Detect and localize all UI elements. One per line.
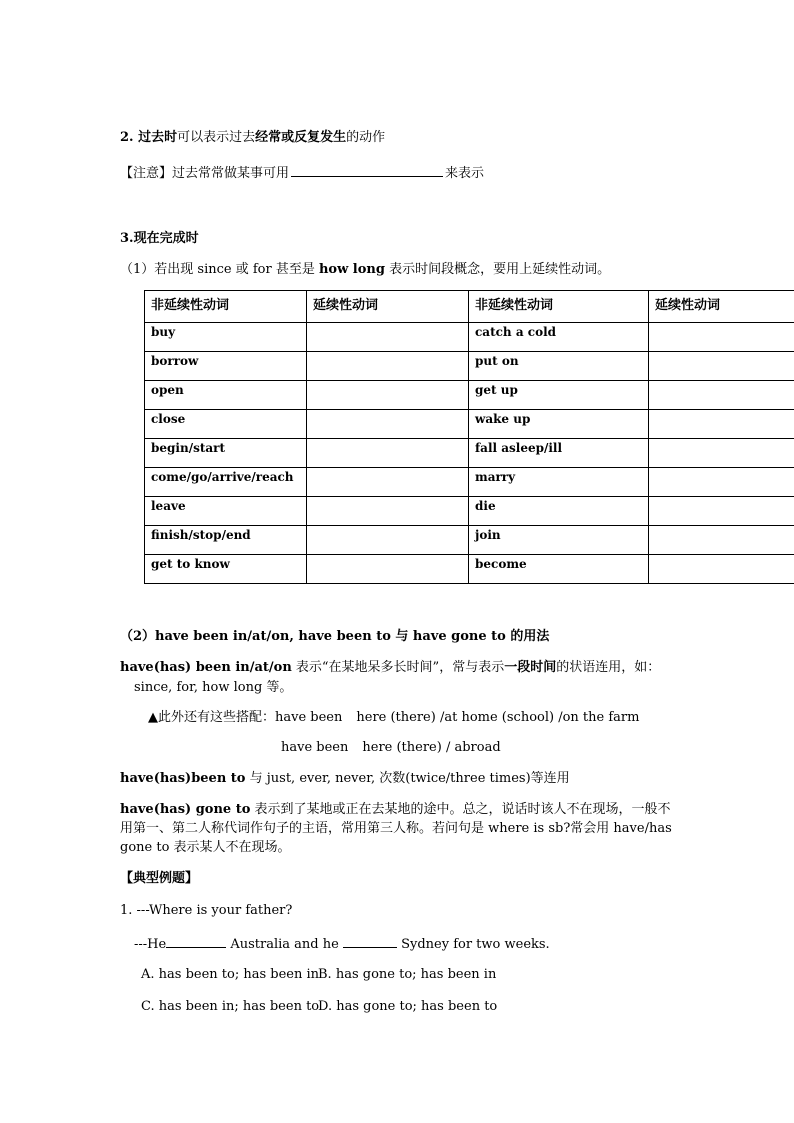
table-verb-cell: come/go/arrive/reach	[145, 468, 307, 497]
also-line2	[281, 740, 501, 756]
table-row	[145, 468, 794, 497]
section2-number: 2.	[120, 130, 139, 145]
table-row	[145, 555, 794, 584]
also-prefix: ▲此外还有这些搭配：	[148, 710, 275, 725]
table-header-cell: 延续性动词	[649, 291, 794, 323]
table-verb-cell: die	[469, 497, 649, 526]
table-row	[145, 526, 794, 555]
table-header-cell: 非延续性动词	[469, 291, 649, 323]
table-answer-cell[interactable]	[649, 497, 794, 526]
also-phrase-2a: have been	[281, 740, 349, 755]
table-verb-cell: get to know	[145, 555, 307, 584]
hgt-term: have(has) gone to	[120, 802, 251, 817]
table-answer-cell[interactable]	[307, 352, 469, 381]
table-verb-cell: put on	[469, 352, 649, 381]
question-1: 1. ---Where is your father?	[120, 903, 293, 918]
hbi-tail: 的状语连用，如：	[556, 660, 661, 675]
hbt-line	[120, 771, 570, 787]
table-verb-cell: marry	[469, 468, 649, 497]
section3-title: 3.现在完成时	[120, 231, 199, 246]
table-verb-cell: leave	[145, 497, 307, 526]
hbi-term: have(has) been in/at/on	[120, 660, 292, 675]
table-verb-cell: become	[469, 555, 649, 584]
sub2-title: （2）have been in/at/on, have been to 与 have gone to 的用法	[120, 629, 550, 644]
also-phrase-1b: here (there) /at home (school) /on the farm	[356, 710, 640, 725]
hgt-line1	[120, 802, 671, 818]
section2-text: 可以表示过去	[177, 130, 256, 145]
table-verb-cell: finish/stop/end	[145, 526, 307, 555]
section2-term: 过去时	[138, 130, 178, 145]
table-verb-cell: open	[145, 381, 307, 410]
table-answer-cell[interactable]	[307, 439, 469, 468]
sub1-line	[120, 262, 610, 278]
table-answer-cell[interactable]	[307, 410, 469, 439]
table-verb-cell: catch a cold	[469, 323, 649, 352]
hbi-mid: 表示“在某地呆多长时间”，常与表示	[291, 660, 505, 675]
table-verb-cell: borrow	[145, 352, 307, 381]
table-answer-cell[interactable]	[307, 555, 469, 584]
table-answer-cell[interactable]	[649, 468, 794, 497]
option-b[interactable]: B. has gone to; has been in	[318, 967, 497, 982]
hgt-line3: gone to 表示某人不在现场。	[120, 840, 291, 855]
hbt-term: have(has)been to	[120, 771, 246, 786]
hbt-text: 与 just, ever, never, 次数(twice/three times)等连用	[245, 771, 570, 786]
table-verb-cell: wake up	[469, 410, 649, 439]
hbi-emphasis: 一段时间	[504, 660, 557, 675]
answer-mid: Australia and he	[226, 937, 343, 952]
sub1-prefix: （1）若出现 since 或 for 甚至是	[120, 262, 319, 277]
table-row	[145, 381, 794, 410]
table-answer-cell[interactable]	[307, 381, 469, 410]
note-line	[120, 164, 484, 182]
section2-tail: 的动作	[346, 130, 386, 145]
table-row	[145, 323, 794, 352]
section2-line	[120, 130, 385, 146]
answer-blank-2[interactable]	[343, 935, 397, 948]
answer-suffix: Sydney for two weeks.	[396, 937, 550, 952]
option-d[interactable]: D. has gone to; has been to	[318, 999, 498, 1014]
table-answer-cell[interactable]	[307, 468, 469, 497]
hgt-text1: 表示到了某地或正在去某地的途中。总之，说话时该人不在现场，一般不	[250, 802, 671, 817]
note-suffix: 来表示	[445, 166, 485, 181]
table-verb-cell: begin/start	[145, 439, 307, 468]
table-verb-cell: close	[145, 410, 307, 439]
sub1-bold: how long	[318, 262, 385, 277]
answer-prefix: ---He	[134, 937, 167, 952]
example-title: 【典型例题】	[120, 871, 199, 886]
also-phrase-2b: here (there) / abroad	[362, 740, 501, 755]
table-answer-cell[interactable]	[649, 555, 794, 584]
table-header-row	[145, 291, 794, 323]
table-row	[145, 439, 794, 468]
table-answer-cell[interactable]	[649, 323, 794, 352]
table-answer-cell[interactable]	[649, 381, 794, 410]
table-row	[145, 410, 794, 439]
table-verb-cell: join	[469, 526, 649, 555]
table-verb-cell: buy	[145, 323, 307, 352]
table-row	[145, 497, 794, 526]
note-blank[interactable]	[291, 164, 443, 177]
table-answer-cell[interactable]	[307, 497, 469, 526]
table-answer-cell[interactable]	[307, 526, 469, 555]
also-phrase-1a: have been	[275, 710, 343, 725]
table-header-cell: 非延续性动词	[145, 291, 307, 323]
also-line1	[148, 710, 639, 726]
table-answer-cell[interactable]	[649, 526, 794, 555]
answer-line	[134, 935, 550, 953]
table-answer-cell[interactable]	[649, 410, 794, 439]
hbi-line1	[120, 660, 660, 676]
table-answer-cell[interactable]	[649, 352, 794, 381]
verb-table	[144, 290, 794, 584]
table-row	[145, 352, 794, 381]
table-answer-cell[interactable]	[307, 323, 469, 352]
sub1-suffix: 表示时间段概念，要用上延续性动词。	[384, 262, 611, 277]
section2-emphasis: 经常或反复发生	[255, 130, 347, 145]
table-verb-cell: fall asleep/ill	[469, 439, 649, 468]
option-a[interactable]: A. has been to; has been in	[141, 967, 320, 982]
note-prefix: 【注意】过去常常做某事可用	[120, 166, 290, 181]
table-verb-cell: get up	[469, 381, 649, 410]
table-header-cell: 延续性动词	[307, 291, 469, 323]
hgt-line2: 用第一、第二人称代词作句子的主语，常用第三人称。若问句是 where is sb?常会用 have/has	[120, 821, 672, 836]
table-answer-cell[interactable]	[649, 439, 794, 468]
option-c[interactable]: C. has been in; has been to	[141, 999, 320, 1014]
hbi-line2: since, for, how long 等。	[134, 680, 293, 695]
answer-blank-1[interactable]	[166, 935, 226, 948]
